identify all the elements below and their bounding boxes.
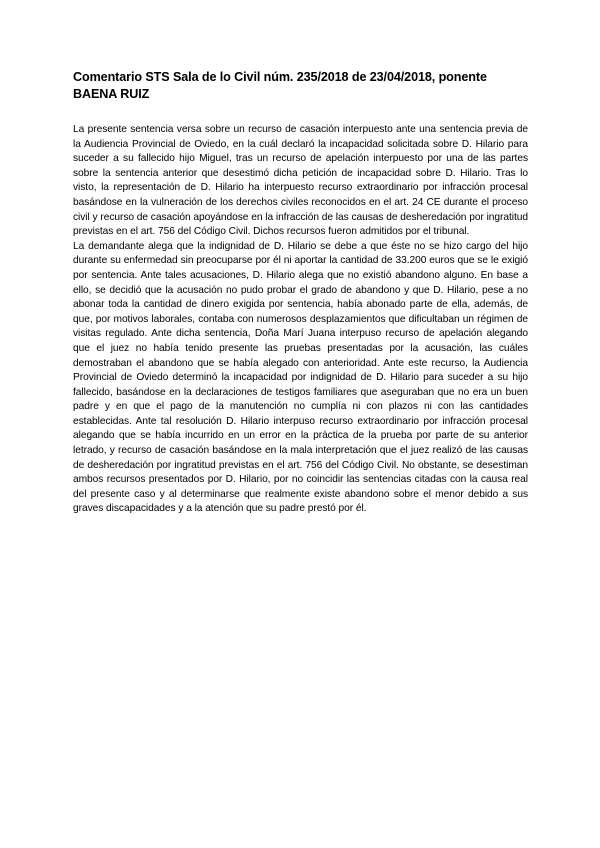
body-paragraph: La presente sentencia versa sobre un recurso de casación interpuesto ante una sentencia previa de la Audiencia Provincial de Oviedo, en la cuál declaró la incapacidad solicitada sobre D. Hilario para suceder a su fallecido hijo Miguel, tras un recurso de apelación interpuesto por una de las partes sobre la sentencia anterior que desestimó dicha petición de incapacidad sobre D. Hilario. Tras lo visto, la representación de D. Hilario ha interpuesto recurso extraordinario por infracción procesal basándose en la vulneración de los derechos civiles reconocidos en el art. 24 CE durante el proceso civil y recurso de casación apoyándose en la infracción de las causas de desheredación por ingratitud previstas en el art. 756 del Código Civil. Dichos recursos fueron admitidos por el tribunal. [73,124,528,238]
document-body [73,123,528,517]
body-paragraph: La demandante alega que la indignidad de D. Hilario se debe a que éste no se hizo cargo del hijo durante su enfermedad sin preocuparse por él ni aportar la cantidad de 33.200 euros que se le exigió por sentencia. Ante tales acusaciones, D. Hilario alega que no existió abandono alguno. En base a ello, se decidió que la acusación no pudo probar el grado de abandono y que D. Hilario, pese a no abonar toda la cantidad de dinero exigida por sentencia, había abonado parte de ella, además, de que, por motivos laborales, contaba con numerosos desplazamientos que dificultaban un régimen de visitas regulado. Ante dicha sentencia, Doña Marí Juana interpuso recurso de apelación alegando que el juez no había tenido presente las pruebas presentadas por la acusación, las cuáles demostraban el abandono que se había alegado con anterioridad. Ante este recurso, la Audiencia Provincial de Oviedo determinó la incapacidad por indignidad de D. Hilario para suceder a su hijo fallecido, basándose en la declaraciones de testigos familiares que aseguraban que no era un buen padre y en que el pago de la manutención no cumplía ni con plazos ni con las cantidades establecidas. Ante tal resolución D. Hilario interpuso recurso extraordinario por infracción procesal alegando que se había incurrido en un error en la práctica de la prueba por parte de su anterior letrado, y recurso de casación basándose en la mala interpretación que el juez realizó de las causas de desheredación por ingratitud previstas en el art. 756 del Código Civil. No obstante, se desestiman ambos recursos presentados por D. Hilario, por no coincidir las sentencias citadas con la causa real del presente caso y al determinarse que realmente existe abandono sobre el menor debido a sus graves discapacidades y a la atención que su padre prestó por él. [73,240,528,515]
document-title: Comentario STS Sala de lo Civil núm. 235/2018 de 23/04/2018, ponente BAENA RUIZ [73,70,487,101]
